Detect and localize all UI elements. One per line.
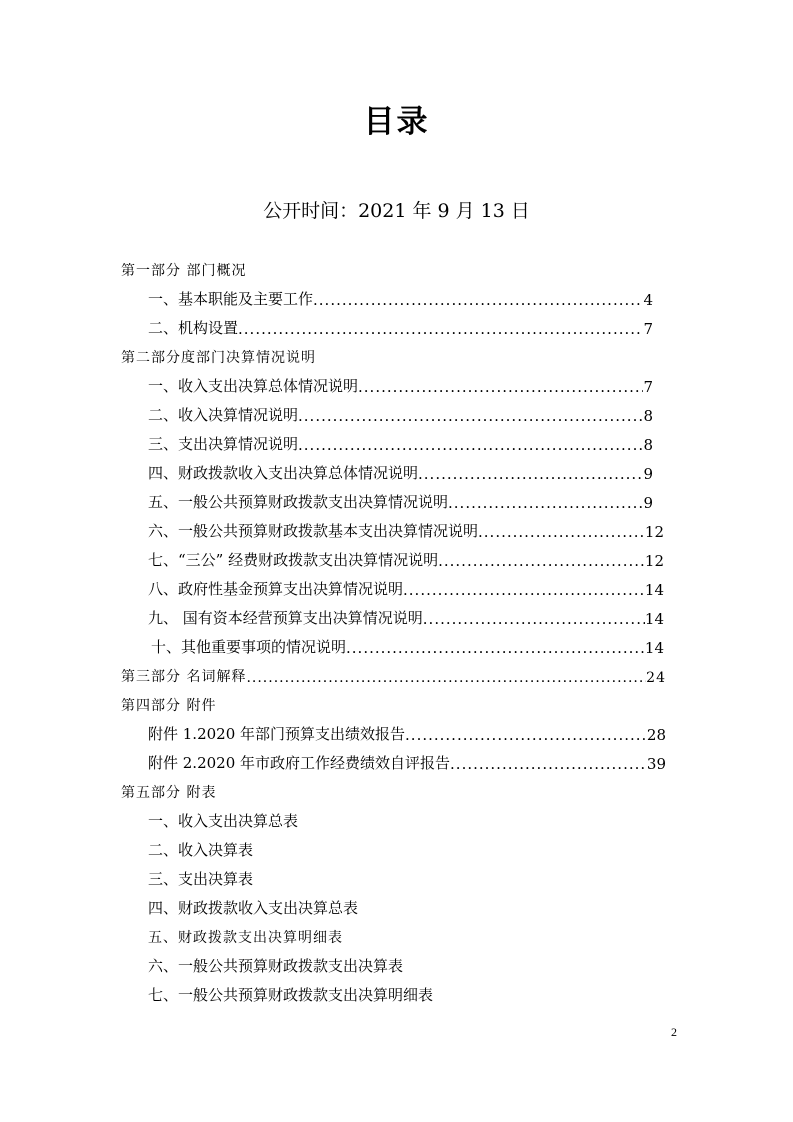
toc-part-heading [121, 343, 316, 367]
toc-entry-page: 14 [644, 581, 664, 599]
toc-entry-page: 12 [644, 552, 664, 570]
toc-part-heading [121, 256, 246, 280]
toc-leader-dots [298, 436, 643, 454]
toc-entry[interactable] [148, 865, 253, 889]
toc-entry[interactable] [148, 401, 653, 425]
toc-entry[interactable] [148, 981, 433, 1005]
toc-leader-dots [438, 552, 645, 570]
toc-entry-page: 7 [643, 320, 653, 338]
toc-entry-page: 28 [646, 726, 666, 744]
toc-leader-dots [238, 320, 643, 338]
toc-entry-page: 39 [646, 755, 666, 773]
toc-part-label: 第三部分 名词解释 [121, 669, 247, 685]
toc-entry[interactable] [148, 720, 666, 744]
toc-entry-page: 14 [644, 610, 664, 628]
toc-entry-label: 七、一般公共预算财政拨款支出决算明细表 [148, 986, 434, 1004]
toc-entry-label: 四、财政拨款收入支出决算总体情况说明 [148, 464, 419, 482]
page-number: 2 [671, 1025, 677, 1039]
toc-entry[interactable] [148, 952, 403, 976]
toc-entry-label: 一、基本职能及主要工作 [148, 290, 314, 308]
toc-entry-label: 五、一般公共预算财政拨款支出决算情况说明 [148, 493, 449, 511]
toc-part-label: 第一部分 部门概况 [121, 263, 247, 279]
toc-leader-dots [346, 639, 645, 657]
toc-part-label: 第四部分 附件 [121, 698, 217, 714]
toc-entry[interactable] [148, 749, 666, 773]
toc-entry[interactable] [148, 923, 343, 947]
toc-entry[interactable] [148, 894, 358, 918]
toc-entry[interactable] [148, 517, 664, 541]
toc-entry-label: 十、其他重要事项的情况说明 [151, 638, 347, 656]
toc-leader-dots [246, 670, 646, 686]
toc-entry-label: 附件 2.2020 年市政府工作经费绩效自评报告 [148, 754, 451, 772]
toc-entry-label: 三、支出决算情况说明 [148, 435, 299, 453]
toc-entry[interactable] [148, 285, 653, 309]
toc-entry-label: 二、机构设置 [148, 319, 239, 337]
toc-entry[interactable] [151, 633, 664, 657]
toc-leader-dots [478, 523, 645, 541]
toc-entry[interactable] [148, 604, 664, 628]
toc-entry-label: 一、收入支出决算总体情况说明 [148, 377, 359, 395]
toc-entry[interactable] [148, 372, 653, 396]
toc-entry-label: 附件 1.2020 年部门预算支出绩效报告 [148, 725, 406, 743]
publication-date: 公开时间：2021 年 9 月 13 日 [263, 200, 530, 222]
toc-entry[interactable] [148, 430, 653, 454]
toc-entry[interactable] [148, 546, 664, 570]
toc-entry-label: 八、政府性基金预算支出决算情况说明 [148, 580, 404, 598]
toc-part-label: 第二部分度部门决算情况说明 [121, 350, 316, 366]
toc-entry-page: 7 [643, 378, 653, 396]
toc-entry-label: 二、收入决算情况说明 [148, 406, 299, 424]
toc-entry-label: 二、收入决算表 [148, 841, 254, 859]
toc-part-heading[interactable] [121, 662, 666, 686]
toc-leader-dots [450, 755, 647, 773]
toc-leader-dots [358, 378, 643, 396]
toc-leader-dots [448, 494, 643, 512]
toc-entry-label: 六、一般公共预算财政拨款支出决算表 [148, 957, 404, 975]
toc-entry[interactable] [148, 807, 298, 831]
toc-entry-label: 五、财政拨款支出决算明细表 [148, 930, 343, 946]
toc-entry-page: 9 [643, 465, 653, 483]
toc-leader-dots [403, 581, 645, 599]
toc-entry[interactable] [148, 836, 253, 860]
toc-entry-label: 四、财政拨款收入支出决算总表 [148, 899, 359, 917]
toc-entry-page: 8 [643, 407, 653, 425]
toc-entry-page: 8 [643, 436, 653, 454]
toc-entry-label: 一、收入支出决算总表 [148, 812, 299, 830]
toc-leader-dots [298, 407, 643, 425]
toc-entry[interactable] [148, 575, 664, 599]
toc-entry-label: 六、一般公共预算财政拨款基本支出决算情况说明 [148, 522, 479, 540]
toc-entry[interactable] [148, 314, 653, 338]
toc-entry[interactable] [148, 488, 653, 512]
toc-entry-page: 12 [644, 523, 664, 541]
page-title: 目录 [363, 104, 430, 140]
toc-leader-dots [423, 610, 645, 628]
toc-leader-dots [418, 465, 643, 483]
toc-leader-dots [313, 291, 643, 309]
toc-entry-label: 九、 国有资本经营预算支出决算情况说明 [148, 609, 423, 627]
toc-leader-dots [405, 726, 647, 744]
toc-part-label: 第五部分 附表 [121, 785, 217, 801]
toc-entry-page: 14 [644, 639, 664, 657]
toc-entry-label: 三、支出决算表 [148, 870, 254, 888]
toc-entry-page: 4 [643, 291, 653, 309]
toc-entry-label: 七、“三公” 经费财政拨款支出决算情况说明 [148, 551, 439, 569]
toc-entry-page: 9 [643, 494, 653, 512]
toc-entry-page: 24 [646, 670, 666, 686]
toc-part-heading [121, 691, 216, 715]
toc-part-heading [121, 778, 216, 802]
toc-entry[interactable] [148, 459, 653, 483]
